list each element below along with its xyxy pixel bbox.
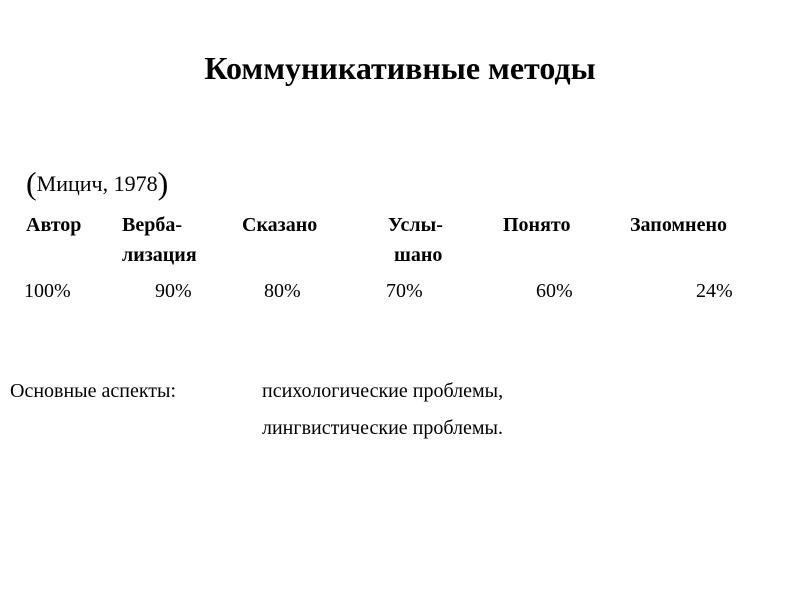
aspect-item-linguistic: лингвистические проблемы. (262, 417, 503, 439)
header-remembered-line1: Запомнено (630, 214, 727, 236)
header-verbalization (122, 210, 197, 270)
value-verbalization: 90% (155, 280, 192, 302)
page-title: Коммуникативные методы (204, 50, 596, 86)
aspect-item-psychological: психологические проблемы, (262, 380, 504, 402)
header-verbalization-line2: лизация (122, 244, 197, 266)
citation (26, 165, 168, 202)
value-author: 100% (24, 280, 71, 302)
header-verbalization-line1: Верба- (122, 214, 182, 236)
header-heard-line1: Услы- (388, 214, 443, 236)
header-author (26, 210, 81, 240)
header-said (242, 210, 317, 240)
value-said: 80% (264, 280, 301, 302)
citation-text: Мицич, 1978 (36, 171, 158, 196)
value-heard: 70% (386, 280, 423, 302)
header-understood (503, 210, 570, 240)
header-remembered (630, 210, 727, 240)
citation-open-paren: ( (26, 165, 37, 201)
aspects-label: Основные аспекты: (10, 380, 177, 402)
header-said-line1: Сказано (242, 214, 318, 236)
header-author-line1: Автор (26, 214, 82, 236)
header-heard-line2: шано (394, 244, 443, 266)
citation-close-paren: ) (157, 165, 169, 201)
value-understood: 60% (536, 280, 573, 302)
header-understood-line1: Понято (503, 214, 571, 236)
header-heard (388, 210, 443, 270)
value-remembered: 24% (696, 280, 733, 302)
